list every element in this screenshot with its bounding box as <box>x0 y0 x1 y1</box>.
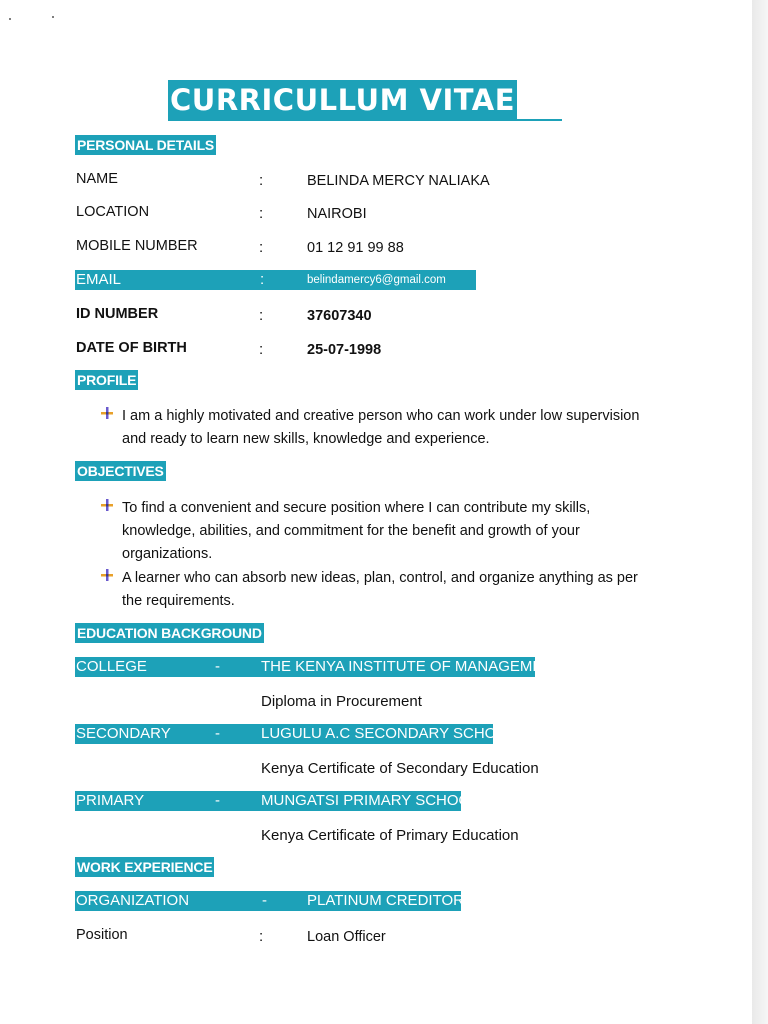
objective-item: To find a convenient and secure position where I can contribute my skills, knowledge, abilities, and commitment for the benefit and growth of your organizations. <box>122 500 591 562</box>
section-heading-objectives: OBJECTIVES <box>77 463 164 479</box>
section-heading-profile: PROFILE <box>77 372 137 388</box>
section-heading-work-experience: WORK EXPERIENCE <box>77 859 213 875</box>
mobile-value: 01 12 91 99 88 <box>307 240 404 256</box>
mobile-separator: : <box>259 239 264 256</box>
profile-text: I am a highly motivated and creative person who can work under low supervision and ready to learn new skills, knowledge and experience. <box>122 408 640 447</box>
education-school: MUNGATSI PRIMARY SCHOOL <box>261 792 479 809</box>
section-heading-personal-details: PERSONAL DETAILS <box>77 137 215 153</box>
education-dash: - <box>215 658 220 675</box>
organization-label: ORGANIZATION <box>76 892 190 909</box>
email-value: belindamercy6@gmail.com <box>307 274 446 286</box>
bullet-arrow-icon <box>99 497 115 513</box>
mobile-label: MOBILE NUMBER <box>76 238 198 254</box>
education-school: LUGULU A.C SECONDARY SCHOOL <box>261 725 517 742</box>
education-level: PRIMARY <box>76 792 145 809</box>
dob-separator: : <box>259 341 264 358</box>
id-number-value: 37607340 <box>307 308 372 324</box>
education-dash: - <box>215 792 220 809</box>
email-label: EMAIL <box>76 271 122 288</box>
bullet-arrow-icon <box>99 405 115 421</box>
organization-band <box>75 891 474 911</box>
scan-edge <box>752 0 768 1024</box>
title-underline <box>168 119 562 121</box>
email-label-band <box>75 270 264 290</box>
education-school: THE KENYA INSTITUTE OF MANAGEMENT <box>261 658 563 675</box>
location-value: NAIROBI <box>307 206 367 222</box>
name-label: NAME <box>76 171 118 187</box>
organization-dash: - <box>262 892 267 909</box>
email-value-band <box>264 270 476 290</box>
education-award: Kenya Certificate of Primary Education <box>261 827 519 844</box>
bullet-arrow-icon <box>99 567 115 583</box>
scan-speck <box>52 16 54 18</box>
education-band-secondary <box>75 724 517 744</box>
position-label: Position <box>76 927 128 943</box>
dob-label: DATE OF BIRTH <box>76 340 187 356</box>
email-separator: : <box>260 271 265 288</box>
education-level: COLLEGE <box>76 658 147 675</box>
objective-item: A learner who can absorb new ideas, plan, control, and organize anything as per the requirements. <box>122 570 638 609</box>
education-band-primary <box>75 791 479 811</box>
education-award: Kenya Certificate of Secondary Education <box>261 760 539 777</box>
position-separator: : <box>259 928 264 945</box>
education-award: Diploma in Procurement <box>261 693 422 710</box>
page-title: CURRICULLUM VITAE <box>168 80 517 120</box>
location-separator: : <box>259 205 264 222</box>
section-heading-education: EDUCATION BACKGROUND <box>77 625 262 641</box>
location-label: LOCATION <box>76 204 150 220</box>
organization-value: PLATINUM CREDITORS <box>307 892 474 909</box>
name-separator: : <box>259 172 264 189</box>
education-band-college <box>75 657 563 677</box>
dob-value: 25-07-1998 <box>307 342 382 358</box>
id-number-separator: : <box>259 307 264 324</box>
scan-speck <box>9 18 11 20</box>
education-dash: - <box>215 725 220 742</box>
id-number-label: ID NUMBER <box>76 306 159 322</box>
position-value: Loan Officer <box>307 929 386 945</box>
name-value: BELINDA MERCY NALIAKA <box>307 173 490 189</box>
education-level: SECONDARY <box>76 725 171 742</box>
